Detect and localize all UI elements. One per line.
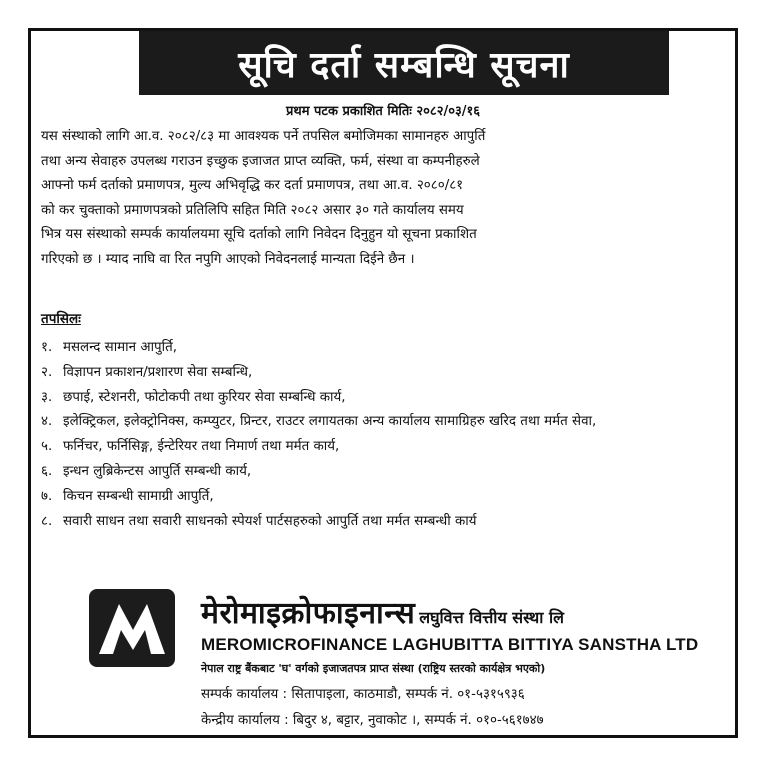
organization-name-en: MEROMICROFINANCE LAGHUBITTA BITTIYA SANSTHA LTD <box>201 635 699 654</box>
list-item <box>41 410 725 435</box>
list-item <box>41 510 725 535</box>
contact-office: सम्पर्क कार्यालय : सितापाइला, काठमाडौ, सम्पर्क नं. ०१-५३१५९३६ <box>201 687 525 702</box>
logo-m-icon <box>97 600 167 656</box>
item-text: फर्निचर, फर्निसिङ्ग, ईन्टेरियर तथा निमार्ण तथा मर्मत कार्य, <box>63 439 340 455</box>
item-number: २. <box>41 364 53 380</box>
item-number: ५. <box>41 439 53 455</box>
item-number: ८. <box>41 513 53 529</box>
item-number: ६. <box>41 463 53 479</box>
item-text: इन्धन लुब्रिकेन्टस आपुर्ति सम्बन्धी कार्य, <box>63 463 252 479</box>
details-list <box>41 336 725 534</box>
intro-line: यस संस्थाको लागि आ.व. २०८२/८३ मा आवश्यक पर्ने तपसिल बमोजिमका सामानहरु आपुर्ति <box>41 129 486 144</box>
intro-line: तथा अन्य सेवाहरु उपलब्ध गराउन इच्छुक इजाजत प्राप्त व्यक्ति, फर्म, संस्था वा कम्पनीहरुले <box>41 153 480 169</box>
intro-line: गरिएको छ । म्याद नाघि वा रित नपुगि आएको निवेदनलाई मान्यता दिईने छैन । <box>41 251 415 267</box>
notice-frame <box>28 28 738 738</box>
list-item <box>41 435 725 460</box>
item-number: ३. <box>41 389 53 405</box>
list-item <box>41 336 725 361</box>
company-logo <box>89 589 175 667</box>
item-text: सवारी साधन तथा सवारी साधनको स्पेयर्श पार्टसहरुको आपुर्ति तथा मर्मत सम्बन्धी कार्य <box>63 513 477 529</box>
details-heading: तपसिलः <box>41 311 81 327</box>
intro-paragraph <box>41 125 725 272</box>
central-office: केन्द्रीय कार्यालय : बिदुर ४, बट्टार, नुवाकोट ।, सम्पर्क नं. ०१०-५६१७४७ <box>201 713 544 728</box>
organization-name-np <box>201 591 564 632</box>
item-text: विज्ञापन प्रकाशन/प्रशारण सेवा सम्बन्धि, <box>63 364 253 380</box>
list-item <box>41 361 725 386</box>
intro-line: आफ्नो फर्म दर्ताको प्रमाणपत्र, मुल्य अभिवृद्धि कर दर्ता प्रमाणपत्र, तथा आ.व. २०८०/८१ <box>41 178 464 193</box>
item-number: ७. <box>41 488 53 504</box>
publication-date: प्रथम पटक प्रकाशित मितिः २०८२/०३/१६ <box>286 104 480 119</box>
item-text: मसलन्द सामान आपुर्ति, <box>63 340 177 355</box>
list-item <box>41 460 725 485</box>
organization-license: नेपाल राष्ट्र बैंकबाट 'घ' वर्गको इजाजतपत्र प्राप्त संस्था (राष्ट्रिय स्तरको कार्यक्षेत्र भएको) <box>201 662 546 675</box>
list-item <box>41 386 725 411</box>
list-item <box>41 485 725 510</box>
org-name-np-main: मेरोमाइक्रोफाइनान्स <box>201 596 416 631</box>
item-text: छपाई, स्टेशनरी, फोटोकपी तथा कुरियर सेवा सम्बन्धि कार्य, <box>63 389 346 405</box>
item-number: ४. <box>41 414 53 430</box>
item-text: इलेक्ट्रिकल, इलेक्ट्रोनिक्स, कम्प्युटर, प्रिन्टर, राउटर लगायतका अन्य कार्यालय सामाग्रिहरु खरिद तथा मर्मत सेवा, <box>63 414 597 430</box>
notice-title: सूचि दर्ता सम्बन्धि सूचना <box>139 31 669 95</box>
intro-line: भित्र यस संस्थाको सम्पर्क कार्यालयमा सूचि दर्ताको लागि निवेदन दिनुहुन यो सूचना प्रकाशित <box>41 227 477 242</box>
item-number: १. <box>41 340 53 355</box>
item-text: किचन सम्बन्धी सामाग्री आपुर्ति, <box>63 488 214 504</box>
intro-line: को कर चुक्ताको प्रमाणपत्रको प्रतिलिपि सहित मिति २०८२ असार ३० गते कार्यालय समय <box>41 202 464 218</box>
org-name-np-suffix: लघुवित्त वित्तीय संस्था लि <box>419 608 564 627</box>
